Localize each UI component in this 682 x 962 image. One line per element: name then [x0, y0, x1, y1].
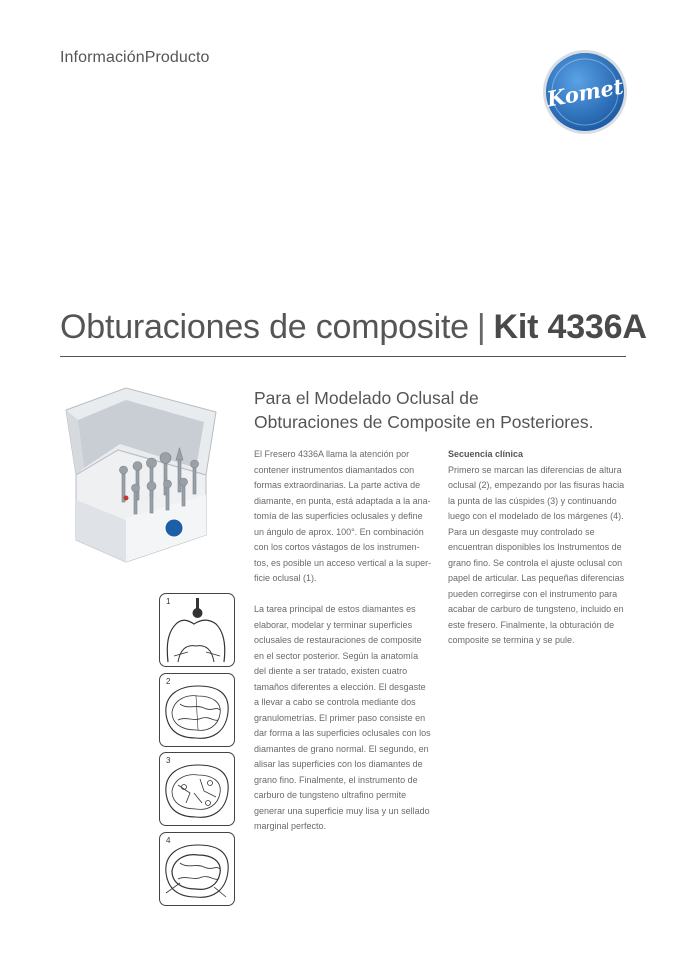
text-line: grano fino. Se controla el ajuste oclusal con — [448, 557, 623, 568]
text-line: composite se termina y se pule. — [448, 635, 575, 645]
paragraph-2 — [254, 602, 434, 835]
paragraph-1 — [254, 447, 434, 587]
text-line: tomía de las superficies oclusales y define — [254, 511, 423, 521]
text-line: marginal perfecto. — [254, 821, 327, 831]
text-line: la punta de las cúspides (3) y continuando — [448, 495, 617, 506]
text-line: contener instrumentos diamantados con — [254, 464, 415, 475]
subtitle-line-1: Para el Modelado Oclusal de — [254, 388, 479, 408]
text-line: alisar las superficies con los diamantes de — [254, 759, 423, 769]
text-line: El Fresero 4336A llama la atención por — [254, 449, 410, 459]
step-2-illustration — [159, 673, 235, 747]
text-line: tamaños diferentes a elección. El desgaste — [254, 681, 426, 692]
title-kit: Kit 4336A — [493, 308, 647, 346]
text-line: encuentran disponibles los Instrumentos de — [448, 542, 622, 552]
text-line: Primero se marcan las diferencias de altura — [448, 464, 622, 475]
step-4-illustration — [159, 832, 235, 906]
text-line: dar forma a las superficies oclusales con los — [254, 728, 431, 738]
header-label: InformaciónProducto — [60, 49, 210, 66]
text-line: oclusales de restauraciones de composite — [254, 635, 422, 645]
step-number: 3 — [166, 756, 171, 765]
title-rule — [60, 356, 626, 357]
step-3-illustration — [159, 752, 235, 826]
text-line: en el sector posterior. Según la anatomía — [254, 650, 419, 661]
text-line: diamantes de grano normal. El segundo, en — [254, 743, 429, 754]
logo-text: Komet — [544, 73, 626, 112]
text-line: este fresero. Finalmente, la obturación de — [448, 619, 615, 630]
text-line: a llevar a cabo se controla mediante dos — [254, 697, 416, 707]
text-line: pueden corregirse con el instrumento para — [448, 588, 618, 599]
page-title — [60, 308, 647, 347]
step-number: 1 — [166, 597, 171, 606]
subtitle-line-2: Obturaciones de Composite en Posteriores. — [254, 412, 594, 432]
text-line: acabar de carburo de tungsteno, incluido en — [448, 604, 624, 614]
text-line: diamante, en punta, está adaptada a la ana- — [254, 495, 431, 506]
text-line: Para un desgaste muy controlado se — [448, 526, 595, 537]
text-line: grano fino. Finalmente, el instrumento de — [254, 774, 418, 785]
step-number: 4 — [166, 836, 171, 845]
text-column-2 — [448, 447, 630, 649]
text-line: con los cortos vástagos de los instrumen- — [254, 542, 420, 552]
clinical-sequence — [448, 447, 630, 649]
text-line: carburo de tungsteno ultrafino permite — [254, 790, 407, 800]
text-line: papel de articular. Las pequeñas diferencias — [448, 573, 625, 583]
komet-logo — [542, 49, 628, 135]
step-number: 2 — [166, 677, 171, 686]
subtitle — [254, 386, 634, 434]
section-heading: Secuencia clínica — [448, 449, 524, 459]
title-main: Obturaciones de composite — [60, 308, 469, 346]
text-line: oclusal (2), empezando por las fisuras hacia — [448, 480, 625, 490]
title-separator: | — [476, 308, 486, 346]
kit-box-image — [56, 380, 226, 580]
text-line: granulometrías. El primer paso consiste en — [254, 712, 426, 723]
text-line: un ángulo de aprox. 100°. En combinación — [254, 526, 424, 537]
text-line: elaborar, modelar y terminar superficies — [254, 619, 413, 630]
text-line: luego con el modelado de los márgenes (4). — [448, 511, 624, 521]
text-line: ficie oclusal (1). — [254, 573, 317, 583]
text-line: generar una superficie muy lisa y un sellado — [254, 805, 430, 816]
text-column-1 — [254, 447, 434, 835]
text-line: tos, es posible un acceso vertical a la super- — [254, 557, 432, 568]
text-line: La tarea principal de estos diamantes es — [254, 604, 416, 614]
text-line: formas extraordinarias. La parte activa de — [254, 480, 421, 490]
step-1-illustration — [159, 593, 235, 667]
text-line: del diente a ser tratado, existen cuatro — [254, 666, 408, 676]
